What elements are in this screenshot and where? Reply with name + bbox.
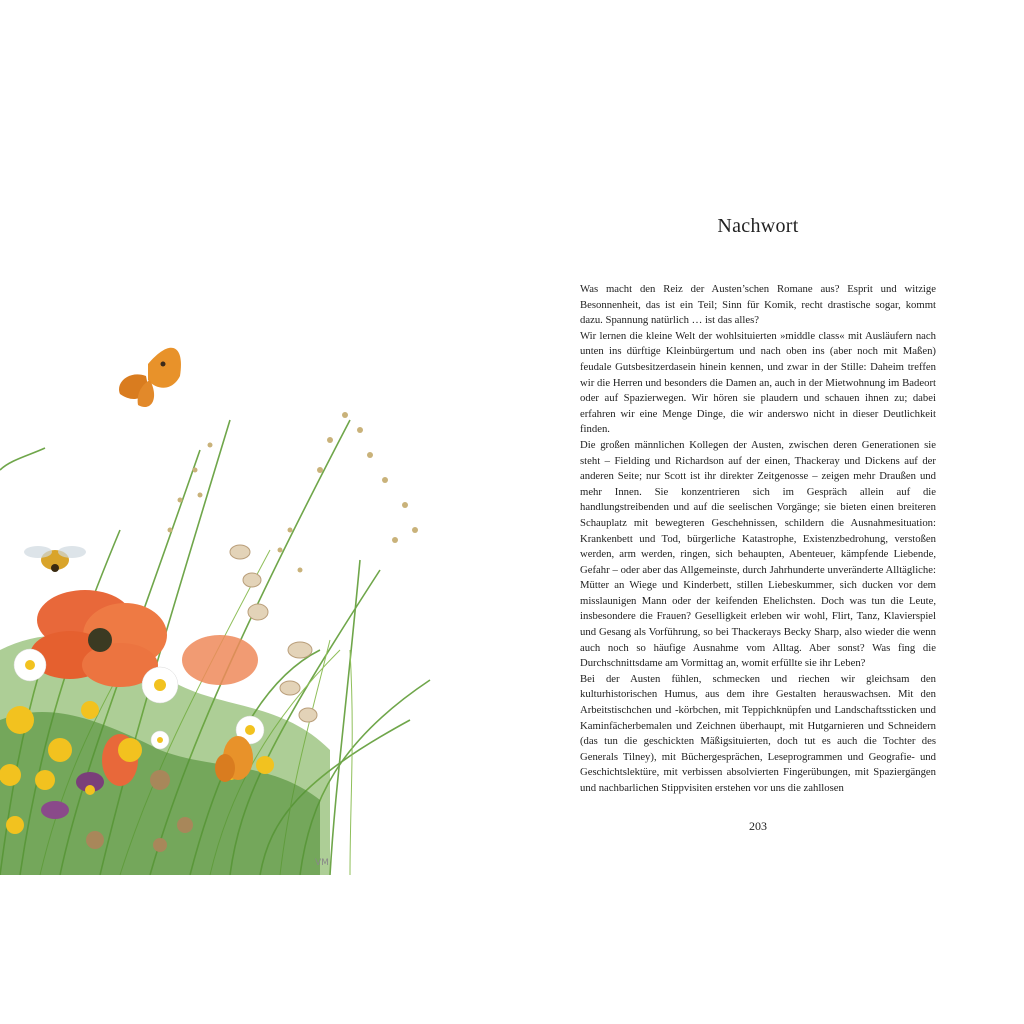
artist-signature: VM (315, 858, 329, 868)
wildflower-illustration (0, 320, 440, 875)
bee (24, 546, 86, 572)
paragraph: Wir lernen die kleine Welt der wohlsituierten »middle class« mit Ausläufern nach unten ins dürftige Kleinbürgertum und nach oben ins (aber noch mit Maßen) feudale Gutsbesitzerdasein hinein kennen, und zwar in der Stille: Daheim treffen wir die Herren und besonders die Damen an, auch in der Mietwohnung im Badeort oder auf Spazierwegen. Wir hören sie plaudern und schauen ihnen zu; dabei erfahren wir eine Menge Dinge, die wir anderswo nicht in dieser Deutlichkeit finden. (580, 329, 936, 436)
text-page (580, 210, 936, 797)
seed-heads (168, 412, 419, 573)
butterfly-orange (119, 348, 181, 407)
poppy-flower-2 (182, 635, 258, 685)
meadow-painting (0, 320, 440, 875)
paragraph: Was macht den Reiz der Austen’schen Romane aus? Esprit und witzige Besonnenheit, das ist ein Teil; Sinn für Komik, recht drastische sogar, kommt dazu. Spannung natürlich … ist das alles? (580, 283, 936, 327)
page-number: 203 (749, 819, 767, 833)
paragraph: Bei der Austen fühlen, schmecken und riechen wir gleichsam den kulturhistorischen Humus, aus dem ihre Gestalten herauswachsen. Mit den Arbeitstischchen und -körbchen, mit Teppichknüpfen und Landschaftssticken und Kaminfächerbemalen und Zeichnen überhaupt, mit Hutgarnieren und Schneidern (das tun die geschickten Mäßigsituierten, doch tut es auch die Tochter des Generals Tilney), mit Büchergesprächen, Leseprogrammen und Geografie- und Geschichtslektüre, mit verbissen absolvierten Fingerübungen, mit Spaziergängen und nachbarlichen Stippvisiten erstehen vor uns die zahllosen (580, 672, 936, 794)
paragraph: Die großen männlichen Kollegen der Austen, zwischen deren Generationen sie steht – Fielding und Richardson auf der einen, Thackeray und Dickens auf der anderen Seite; nur Scott ist ihr direkter Zeitgenosse – zeigen mehr Draußen und mehr Innen. Sie konzentrieren sich im Gespräch allein auf die handlungstreibenden und auf die seelischen Vorgänge; sie bieten einen breiteren Schauplatz mit bewegteren Geschehnissen, schildern die Ausnahmesituation: Krankenbett und Tod, bürgerliche Katastrophe, Existenzbedrohung, verstoßen werden, arm werden, ringen, sich behaupten, Abenteuer, kämpfende Liebende, Gefahr – oder aber das Allgemeinste, durch Jahrhunderte unveränderte Alltägliche: Mütter an Wiege und Kinderbett, stillen Liebeskummer, sich ducken vor dem misslaunigen Mann oder der keifenden Ehelichsten. Doch was tun die Leute, insbesondere die Frauen? Geselligkeit erleben wir wohl, Flirt, Tanz, Klavierspiel und Gesang als Vorführung, so bei Thackerays Becky Sharp, also wieder die wenn auch noch so häufige Ausnahme vom Alltag. Aber sonst? Was fing die Durchschnittsdame am Vormittag an, womit erfüllte sie ihr Leben? (580, 438, 936, 670)
chapter-title: Nachwort (717, 215, 799, 237)
body-text (580, 282, 936, 797)
